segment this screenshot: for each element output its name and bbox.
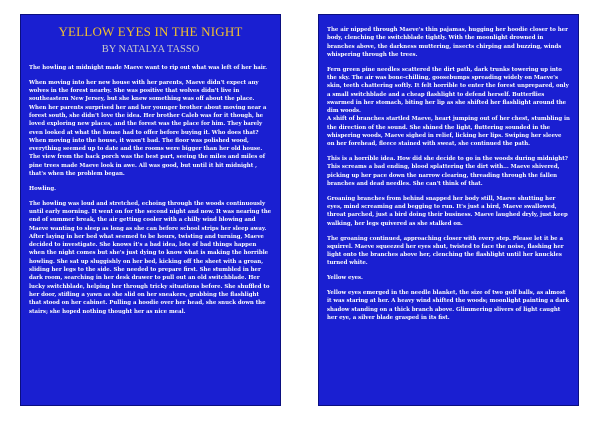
paragraph: Howling.: [29, 185, 56, 192]
left-page-body: [21, 64, 280, 316]
paragraph: When moving into the house, it wasn't bad. The floor was polished wood, everything seemed up to date and the rooms were bigger than her old house. The view from the back porch was the best part, seeing the miles and miles of pine trees made Maeve look in awe. All was good, but until it hit midnight , that's when the problem began.: [29, 137, 266, 178]
paragraph: After laying in her bed what seemed to be hours, twisting and turning, Maeve decided to investigate. She knows it's a bad idea, lots of bad things happen when the night comes but she's just dying to know what is making the horrible howling. She sat up sluggishly on her bed, kicking off the sheet with a groan, sliding her legs to the side. She needed to prepare first. She stumbled in her dark room, searching in her desk drawer to pull out an old switchblade. Her lucky switchblade, helping her through tricky situations before. She shuffled to her door, stifling a yawn as she slid on her sneakers, grabbing the flashlight that stood on her cabinet. Pulling a hoodie over her head, she snuck down the stairs; she hoped nothing thought her as nice meal.: [29, 233, 270, 315]
paragraph: The howling at midnight made Maeve want to rip out what was left of her hair.: [29, 65, 268, 71]
paragraph: Groaning branches from behind snapped her body still, Maeve shutting her eyes, mind screaming and begging to run. It's just a bird, Maeve swallowed, throat parched, just a bird doing their business. Maeve laughed dryly, just keep walking, her legs quivered as she stalked on.: [327, 195, 568, 227]
right-page: [318, 14, 579, 406]
story-author: BY NATALYA TASSO: [101, 44, 200, 55]
paragraph: The howling was loud and stretched, echoing through the woods continuously until early morning. It went on for the second night and now. It was nearing the end of summer break, the air getting cooler with a chilly wind blowing and Maeve wanting to sleep as long as she can before school strips her sleep away.: [29, 200, 272, 232]
paragraph: The air nipped through Maeve's thin pajamas, hugging her hoodie closer to her body, clenching the switchblade tightly. With the moonlight drowned in branches above, the darkness muttering, insects chirping and buzzing, winds whispering through the trees.: [327, 27, 568, 58]
paragraph: The groaning continued, approaching closer with every step. Please let it be a squirrel. Maeve squeezed her eyes shut, twisted to face the noise, flashing her light onto the branches above her, clenching the flashlight until her knuckles turned white.: [327, 235, 564, 267]
paragraph: When her parents surprised her and her younger brother about moving near a forest south, she didn't love the idea. Her brother Caleb was for it though, he loved exploring new places, and the forest was the place for him. They barely even looked at what the house had to offer before buying it. Who does that?: [29, 104, 267, 136]
paragraph: Yellow eyes emerged in the needle blanket, the size of two golf balls, as almost it was staring at her. A heavy wind shifted the woods; moonlight painting a dark shadow standing on a thick branch above. Glimmering slivers of light caught her eye, a silver blade grasped in its fist.: [327, 290, 570, 321]
right-page-body: [319, 15, 578, 322]
story-title: YELLOW EYES IN THE NIGHT: [58, 24, 243, 39]
paragraph: A shift of branches startled Maeve, heart jumping out of her chest, stumbling in the direction of the sound. She shined the light, fluttering sounded in the whispering woods, Maeve sighed in relief, licking her lips. Swiping her sleeve on her forehead, fleece stained with sweat, she continued the path.: [327, 116, 570, 148]
paragraph: This is a horrible idea. How did she decide to go in the woods during midnight? This screams a bad ending, blood splattering the dirt with... Maeve shivered, picking up her pace down the narrow clearing, threading through the fallen branches and dead needles. She can't think of that.: [327, 156, 568, 188]
left-page: [20, 14, 281, 406]
paragraph: When moving into her new house with her parents, Maeve didn't expect any wolves in the forest nearby. She was positive that wolves didn't live in southeastern New Jersey, but she knew something was off about the place.: [29, 79, 259, 103]
paragraph: Fern green pine needles scattered the dirt path, dark trunks towering up into the sky. The air was bone-chilling, goosebumps spreading widely on Maeve's skin, teeth chattering softly. It felt horrible to enter the forest unprepared, only a small switchblade and a cheap flashlight to defend herself. Butterflies swarmed in her stomach, biting her lip as she shifted her flashlight around the dim woods.: [327, 66, 569, 115]
paragraph: Yellow eyes.: [327, 275, 363, 282]
